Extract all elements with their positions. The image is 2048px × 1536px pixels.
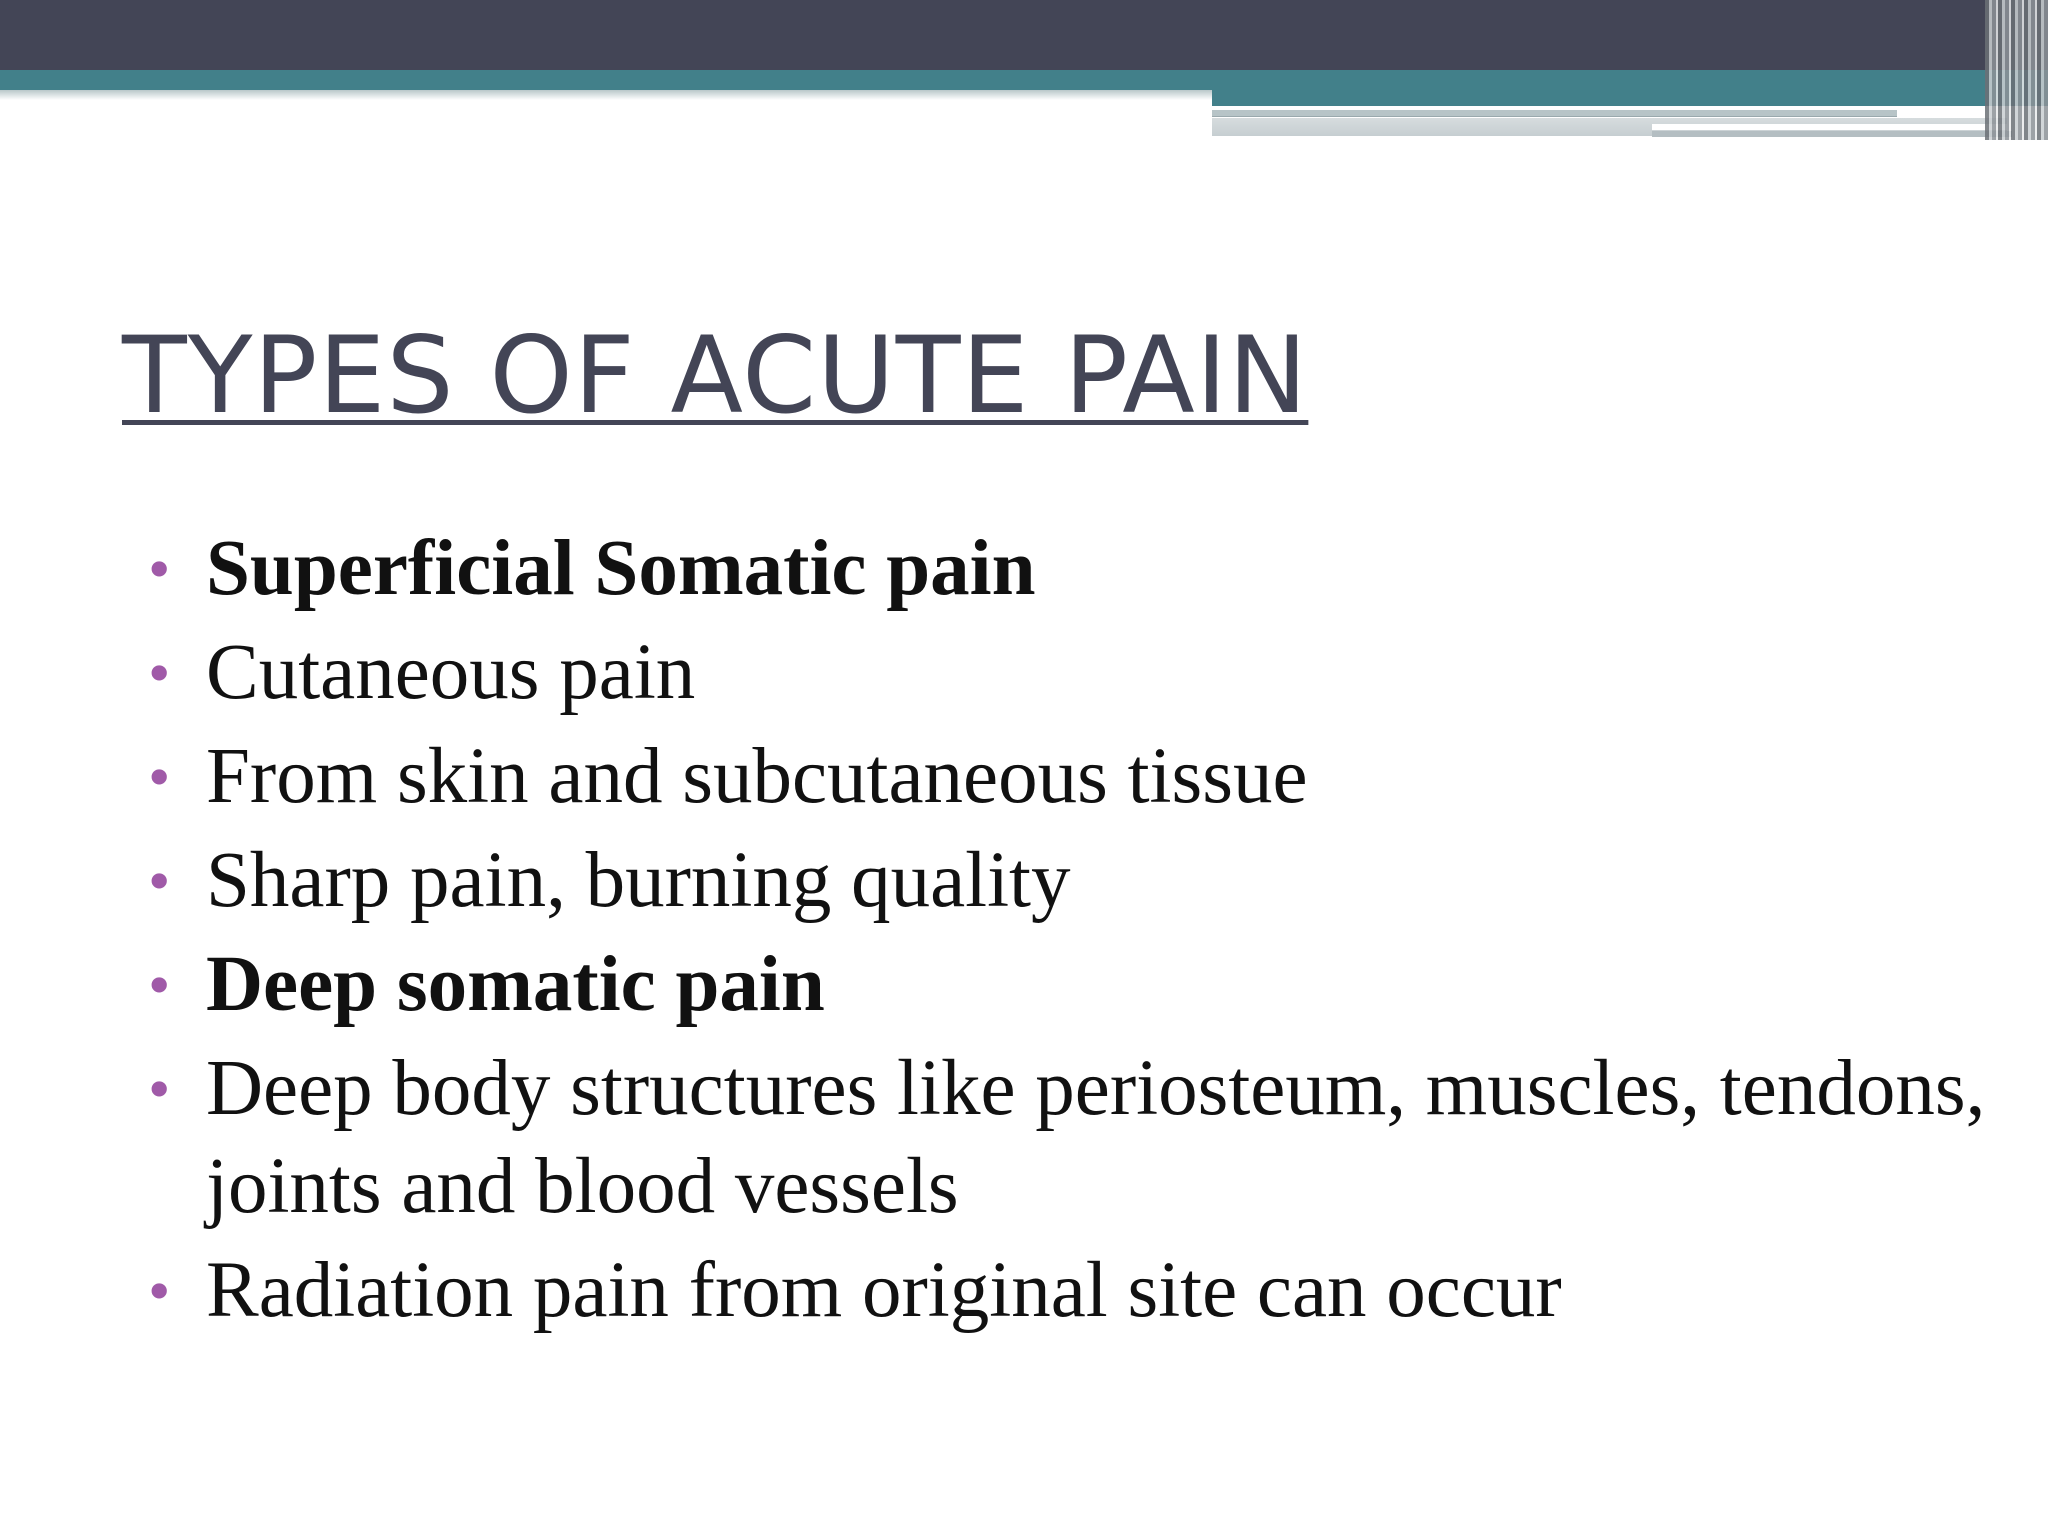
bullet-text: Sharp pain, burning quality (206, 837, 1071, 924)
bullet-item (148, 1242, 1988, 1340)
bullet-icon: • (148, 845, 171, 916)
bullet-icon: • (148, 1053, 171, 1124)
bullet-icon: • (148, 741, 171, 812)
bullet-item (148, 624, 1988, 722)
bullet-list (148, 520, 1988, 1346)
bullet-icon: • (148, 533, 171, 604)
slide-title: TYPES OF ACUTE PAIN (122, 314, 1309, 437)
bullet-icon: • (148, 949, 171, 1020)
header-band-teal (0, 70, 2048, 90)
header-band-dark (0, 0, 2048, 70)
header-decor-stripes (1985, 0, 2048, 140)
bullet-text: Radiation pain from original site can occur (206, 1247, 1562, 1334)
header-band-step (1212, 90, 2048, 106)
bullet-icon: • (148, 1255, 171, 1326)
header-decor-line (1652, 131, 2012, 137)
bullet-item (148, 520, 1988, 618)
bullet-text: Cutaneous pain (206, 629, 696, 716)
bullet-item (148, 1040, 1988, 1236)
bullet-text: From skin and subcutaneous tissue (206, 733, 1308, 820)
bullet-text: Superficial Somatic pain (206, 525, 1036, 612)
bullet-icon: • (148, 637, 171, 708)
header-decor-line (1212, 110, 1897, 117)
bullet-item (148, 832, 1988, 930)
bullet-text: Deep body structures like periosteum, muscles, tendons, joints and blood vessels (206, 1045, 1986, 1230)
header-decor-gap (1652, 124, 2007, 130)
bullet-item (148, 936, 1988, 1034)
bullet-text: Deep somatic pain (206, 941, 825, 1028)
bullet-item (148, 728, 1988, 826)
header-band-shadow (0, 90, 1212, 100)
